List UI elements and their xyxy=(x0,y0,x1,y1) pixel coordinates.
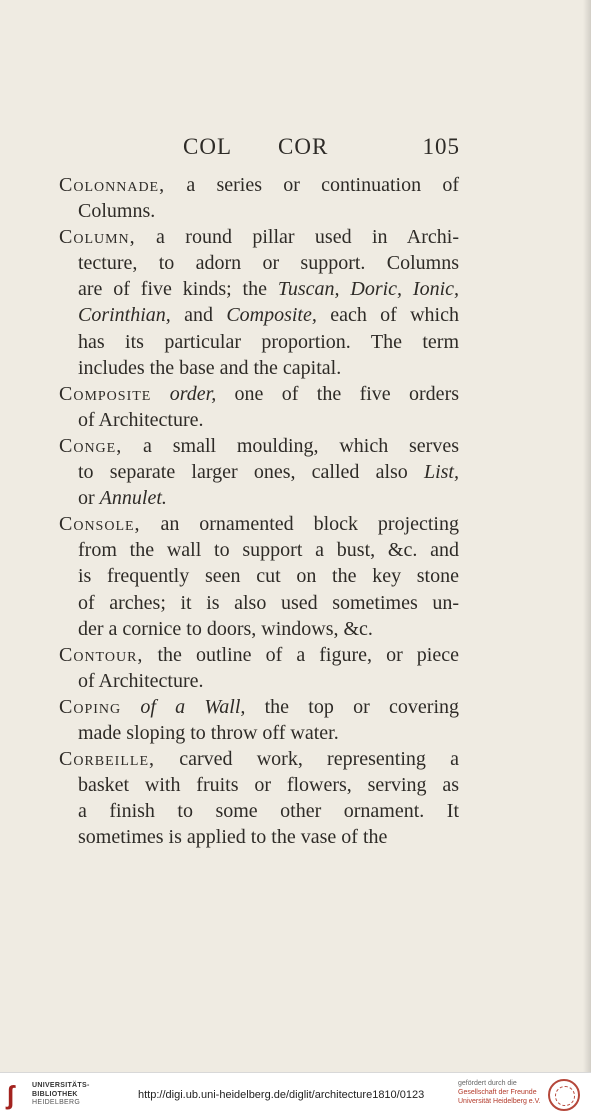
entry-line xyxy=(59,563,459,589)
text-run: the outline of a figure, or piece xyxy=(143,643,459,666)
italic-term: order, xyxy=(169,382,217,405)
glossary-entry xyxy=(59,511,459,641)
entry-line xyxy=(59,824,459,850)
italic-term: List, xyxy=(423,461,459,484)
entry-line xyxy=(59,459,459,485)
entry-first-line xyxy=(59,172,459,198)
text-run: the top or covering xyxy=(245,695,459,718)
text-run: sometimes is applied to the vase of the xyxy=(78,826,388,849)
text-run: Columns. xyxy=(78,200,156,223)
sponsor-text: gefördert durch die Gesellschaft der Freunde Universität Heidelberg e.V. xyxy=(458,1080,541,1105)
entry-line xyxy=(59,772,459,798)
italic-term: Composite, xyxy=(226,304,317,327)
text-run: of Architecture. xyxy=(78,669,204,692)
entry-line xyxy=(59,329,459,355)
text-run: carved work, representing a xyxy=(155,748,459,771)
text-run: or xyxy=(78,487,100,510)
headword: Corbeille, xyxy=(59,748,155,771)
text-run: a finish to some other ornament. It xyxy=(78,800,459,823)
text-run: and xyxy=(170,304,227,327)
text-run: from the wall to support a bust, &c. and xyxy=(78,539,459,562)
italic-term: of a Wall, xyxy=(140,695,246,718)
text-run: of Architecture. xyxy=(78,408,204,431)
headword: Composite xyxy=(59,382,152,405)
text-run: of arches; it is also used sometimes un- xyxy=(78,591,459,614)
text-run: one of the five orders xyxy=(216,382,460,405)
text-run: each of which xyxy=(316,304,459,327)
glossary-entry xyxy=(59,433,459,511)
headword: Console, xyxy=(59,513,141,536)
society-seal-icon xyxy=(548,1079,580,1111)
text-run xyxy=(151,383,169,405)
headword: Coping xyxy=(59,695,122,718)
entry-line xyxy=(59,798,459,824)
text-run: includes the base and the capital. xyxy=(78,356,342,379)
library-logo-icon: ʃ xyxy=(6,1080,15,1110)
text-run: a series or continuation of xyxy=(165,174,459,196)
text-run: der a cornice to doors, windows, &c. xyxy=(78,617,373,640)
glossary-entry xyxy=(59,172,459,224)
headword: Column, xyxy=(59,226,136,249)
text-run: are of five kinds; the xyxy=(78,278,278,301)
entry-line xyxy=(59,250,459,276)
entry-first-line xyxy=(59,433,459,459)
entry-line xyxy=(59,355,459,381)
glossary-text xyxy=(59,172,459,850)
text-run: an ornamented block projecting xyxy=(140,513,459,536)
text-run: tecture, to adorn or support. Columns xyxy=(78,252,459,275)
entry-line xyxy=(59,616,459,642)
italic-term: Annulet. xyxy=(99,487,167,510)
library-name: UNIVERSITÄTS- BIBLIOTHEK HEIDELBERG xyxy=(32,1082,90,1106)
glossary-entry xyxy=(59,224,459,381)
glossary-entry xyxy=(59,746,459,850)
entry-line xyxy=(59,720,459,746)
entry-first-line xyxy=(59,381,459,407)
entry-first-line xyxy=(59,694,459,720)
entry-line xyxy=(59,276,459,302)
footer-bar xyxy=(0,1072,591,1118)
running-header xyxy=(60,134,460,164)
source-url-link[interactable]: http://digi.ub.uni-heidelberg.de/diglit/architecture1810/0123 xyxy=(138,1089,425,1101)
text-run: a round pillar used in Archi- xyxy=(135,226,459,249)
entry-first-line xyxy=(59,746,459,772)
text-run: to separate larger ones, called also xyxy=(78,461,424,484)
italic-term: Corinthian, xyxy=(78,304,171,327)
headword: Colonnade, xyxy=(59,174,166,196)
entry-first-line xyxy=(59,224,459,250)
entry-line xyxy=(59,668,459,694)
text-run: is frequently seen cut on the key stone xyxy=(78,565,459,588)
page-number: 105 xyxy=(422,134,460,159)
text-run: has its particular proportion. The term xyxy=(78,330,459,353)
text-run: basket with fruits or flowers, serving as xyxy=(78,774,459,797)
entry-first-line xyxy=(59,642,459,668)
text-run xyxy=(121,696,140,718)
header-left-guide-word: COL xyxy=(183,134,232,159)
entry-line xyxy=(59,198,459,224)
glossary-entry xyxy=(59,381,459,433)
header-right-guide-word: COR xyxy=(278,134,329,159)
entry-line xyxy=(59,537,459,563)
entry-line xyxy=(59,302,459,328)
italic-term: Tuscan, Doric, Ionic, xyxy=(277,278,460,301)
entry-line xyxy=(59,407,459,433)
entry-line xyxy=(59,590,459,616)
entry-line xyxy=(59,485,459,511)
glossary-entry xyxy=(59,694,459,746)
glossary-entry xyxy=(59,642,459,694)
entry-first-line xyxy=(59,511,459,537)
headword: Conge, xyxy=(59,434,123,457)
headword: Contour, xyxy=(59,643,144,666)
text-run: a small moulding, which serves xyxy=(122,434,459,457)
text-run: made sloping to throw off water. xyxy=(78,721,339,744)
